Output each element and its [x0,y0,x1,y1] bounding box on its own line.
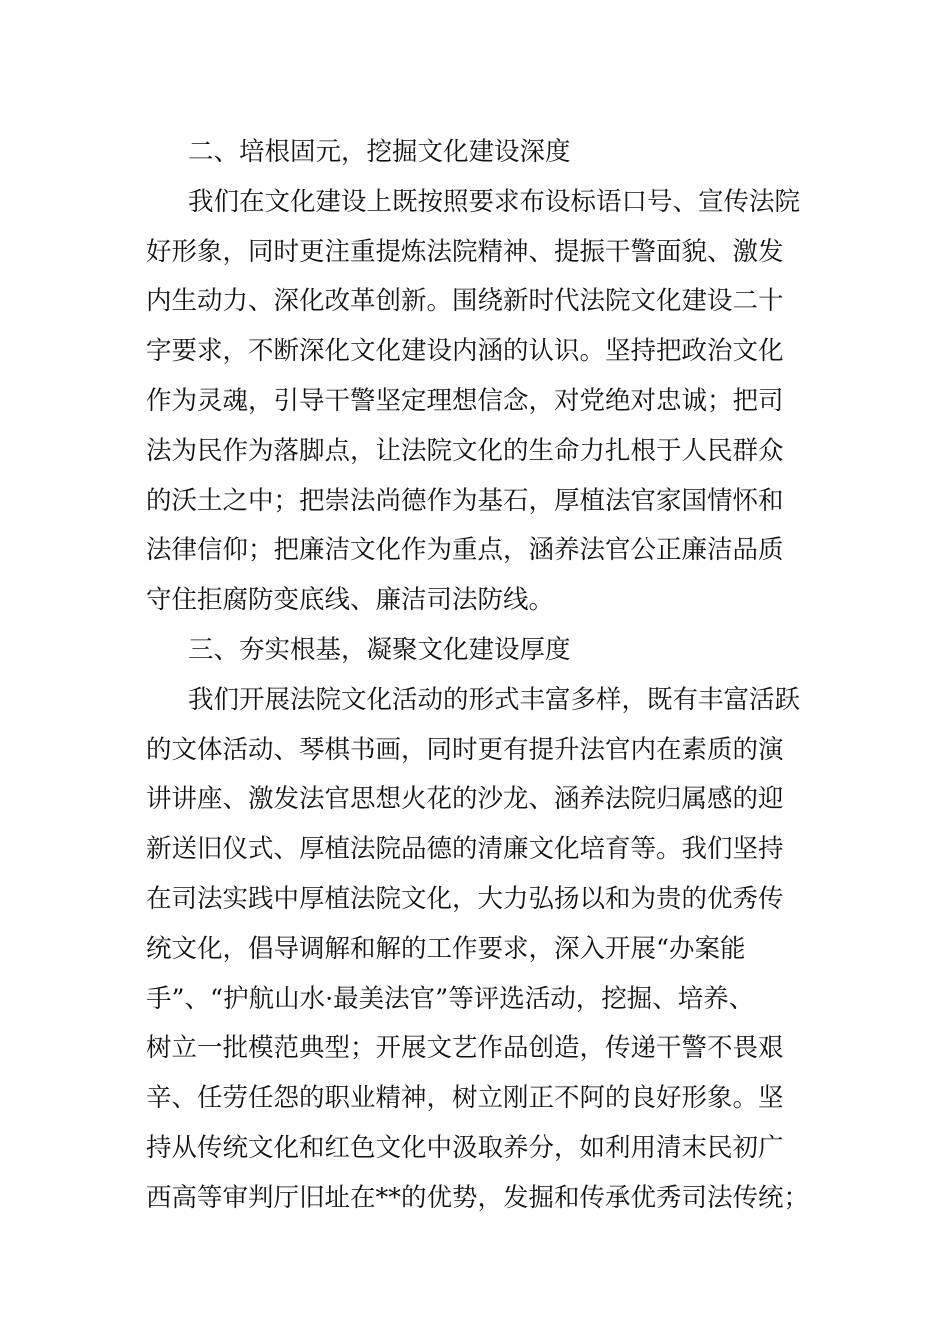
paragraph-line: 内生动力、深化改革创新。围绕新时代法院文化建设二十 [146,286,784,317]
paragraph-line: 统文化，倡导调解和解的工作要求，深入开展“办案能 [146,933,746,964]
paragraph-line: 守住拒腐防变底线、廉洁司法防线。 [146,585,555,616]
paragraph-line: 好形象，同时更注重提炼法院精神、提振干警面貌、激发 [146,236,784,267]
paragraph-line: 我们开展法院文化活动的形式丰富多样，既有丰富活跃 [188,684,801,715]
paragraph-line: 的文体活动、琴棋书画，同时更有提升法官内在素质的演 [146,734,784,765]
paragraph-line: 新送旧仪式、厚植法院品德的清廉文化培育等。我们坚持 [146,834,784,865]
paragraph-line: 在司法实践中厚植法院文化，大力弘扬以和为贵的优秀传 [146,883,784,914]
paragraph-line: 手”、“护航山水·最美法官”等评选活动，挖掘、培养、 [146,983,755,1014]
paragraph-line: 法为民作为落脚点，让法院文化的生命力扎根于人民群众 [146,435,784,466]
paragraph-line: 讲讲座、激发法官思想火花的沙龙、涵养法院归属感的迎 [146,784,784,815]
paragraph-line: 法律信仰；把廉洁文化作为重点，涵养法官公正廉洁品质 [146,535,784,566]
paragraph-line: 辛、任劳任怨的职业精神，树立刚正不阿的良好形象。坚 [146,1083,784,1114]
document-page [146,128,810,1224]
section-heading: 二、培根固元，挖掘文化建设深度 [188,137,571,167]
paragraph-line: 我们在文化建设上既按照要求布设标语口号、宣传法院 [188,186,801,217]
paragraph-line: 持从传统文化和红色文化中汲取养分，如利用清末民初广 [146,1132,784,1163]
paragraph-line: 的沃土之中；把崇法尚德作为基石，厚植法官家国情怀和 [146,485,784,516]
paragraph-line: 字要求，不断深化文化建设内涵的认识。坚持把政治文化 [146,336,784,367]
paragraph-line: 作为灵魂，引导干警坚定理想信念，对党绝对忠诚；把司 [146,385,784,416]
paragraph-line: 树立一批模范典型；开展文艺作品创造，传递干警不畏艰 [146,1033,784,1064]
paragraph-line: 西高等审判厅旧址在**的优势，发掘和传承优秀司法传统； [146,1182,810,1213]
section-heading: 三、夯实根基，凝聚文化建设厚度 [188,634,571,665]
